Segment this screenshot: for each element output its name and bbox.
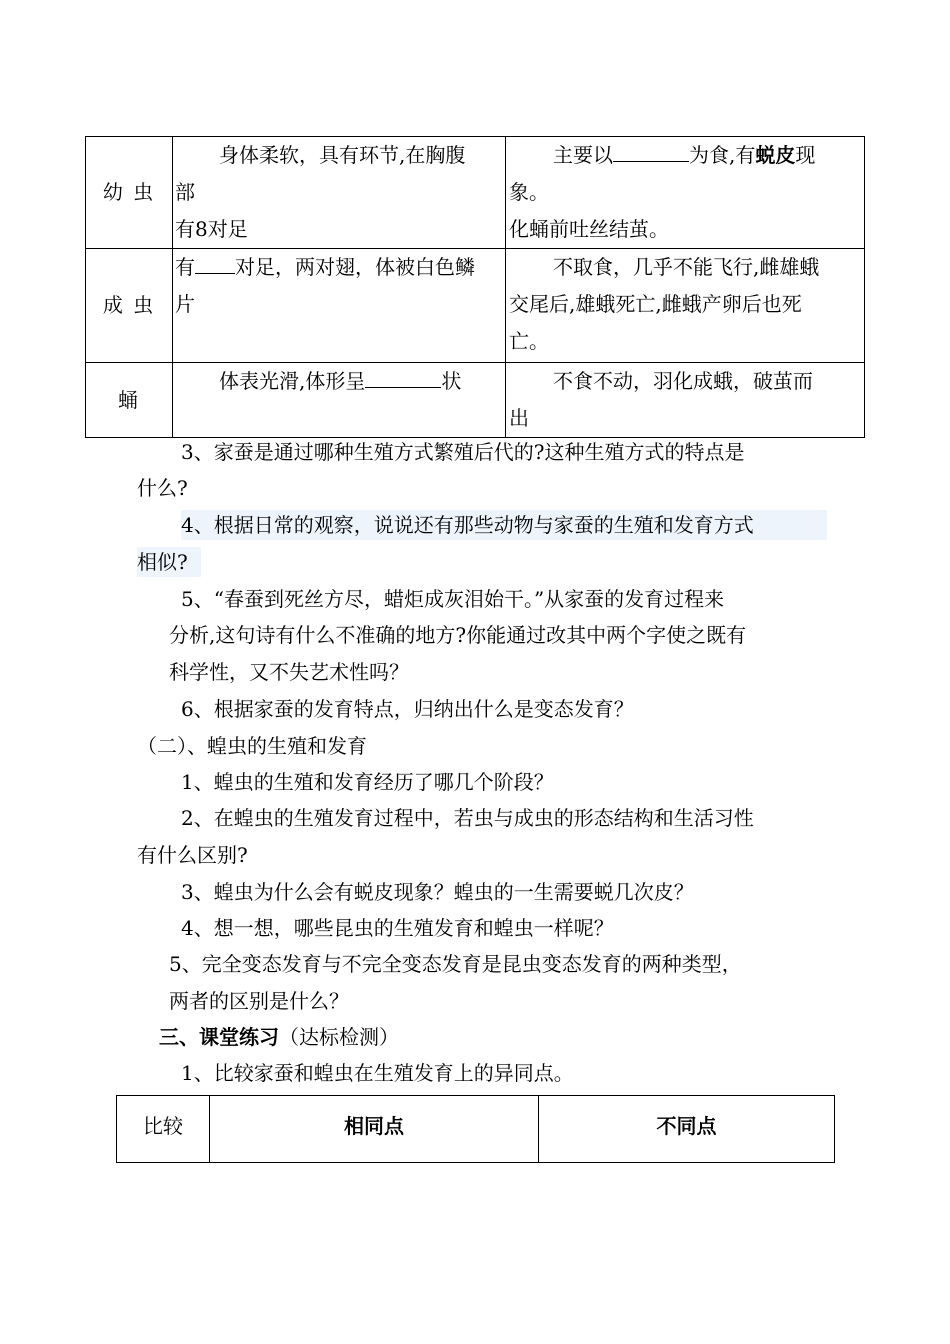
- fill-blank[interactable]: [365, 365, 441, 388]
- question-5-line-1: 5、“春蚕到死丝方尽，蜡炬成灰泪始干。”从家蚕的发育过程来: [181, 587, 725, 611]
- fill-blank[interactable]: [195, 251, 235, 274]
- form-cell: [173, 363, 506, 438]
- cell-line: 不取食，几乎不能飞行,雌雄蛾: [553, 255, 820, 279]
- cell-text: 状: [441, 369, 462, 393]
- question-5-line-3: 科学性，又不失艺术性吗？: [169, 660, 409, 684]
- locust-question-2-line-2: 有什么区别?: [137, 843, 248, 867]
- fill-blank[interactable]: [613, 139, 689, 162]
- cell-line: 出: [509, 406, 529, 430]
- question-6-line: 6、根据家蚕的发育特点，归纳出什么是变态发育？: [181, 697, 634, 721]
- stage-label: 幼 虫: [86, 137, 173, 249]
- stage-label: 蛹: [86, 363, 173, 438]
- cell-line: 象。: [509, 180, 549, 204]
- cell-line: 亡。: [509, 329, 549, 353]
- question-4-line-2: 相似?: [137, 547, 201, 577]
- exercise-1-line: 1、比较家蚕和蝗虫在生殖发育上的异同点。: [181, 1061, 574, 1085]
- question-4-line-1: 4、根据日常的观察，说说还有那些动物与家蚕的生殖和发育方式: [181, 510, 827, 540]
- cell-text: 主要以: [553, 143, 613, 167]
- locust-question-5-line-2: 两者的区别是什么？: [169, 989, 349, 1013]
- habit-cell: [506, 137, 865, 249]
- cell-text: 体表光滑,体形呈: [219, 369, 366, 393]
- locust-question-5-line-1: 5、完全变态发育与不完全变态发育是昆虫变态发育的两种类型，: [169, 952, 742, 976]
- question-3-line-1: 3、家蚕是通过哪种生殖方式繁殖后代的?这种生殖方式的特点是: [181, 440, 745, 464]
- cell-line: 交尾后,雄蛾死亡,雌蛾产卵后也死: [509, 292, 802, 316]
- question-3-line-2: 什么?: [137, 476, 188, 500]
- section-3-heading: [159, 1022, 399, 1052]
- locust-question-1: 1、蝗虫的生殖和发育经历了哪几个阶段？: [181, 770, 554, 794]
- section-3-subtitle: （达标检测）: [279, 1025, 399, 1049]
- cell-line: 化蛹前吐丝结茧。: [509, 217, 669, 241]
- cell-line: [509, 137, 864, 174]
- table-row: [86, 363, 865, 438]
- stage-label: 成 虫: [86, 249, 173, 363]
- locust-question-3: 3、蝗虫为什么会有蜕皮现象？蝗虫的一生需要蜕几次皮？: [181, 880, 694, 904]
- section-2-heading: （二）、蝗虫的生殖和发育: [137, 734, 367, 758]
- table-row: [86, 249, 865, 363]
- header-compare: 比较: [117, 1096, 210, 1163]
- cell-line: 有8对足: [175, 217, 248, 241]
- habit-cell: [506, 363, 865, 438]
- habit-cell: [506, 249, 865, 363]
- cell-line: 部: [175, 180, 195, 204]
- table-row: [86, 137, 865, 249]
- question-5-line-2: 分析,这句诗有什么不准确的地方?你能通过改其中两个字使之既有: [169, 623, 747, 647]
- cell-text: 对足，两对翅，体被白色鳞: [235, 255, 475, 279]
- silkworm-stage-table: [85, 136, 865, 438]
- bold-term: 蜕皮: [755, 143, 796, 167]
- cell-line: 不食不动，羽化成蛾，破茧而: [553, 369, 813, 393]
- cell-line: [175, 363, 505, 400]
- cell-text: 为食,有: [689, 143, 756, 167]
- form-cell: [173, 249, 506, 363]
- locust-question-2-line-1: 2、在蝗虫的生殖发育过程中，若虫与成虫的形态结构和生活习性: [181, 806, 754, 830]
- cell-text: 现: [795, 143, 816, 167]
- cell-text: 有: [175, 255, 195, 279]
- cell-line: 片: [175, 292, 195, 316]
- section-3-title: 三、课堂练习: [159, 1025, 279, 1049]
- locust-question-4: 4、想一想，哪些昆虫的生殖发育和蝗虫一样呢？: [181, 916, 614, 940]
- header-similarities: 相同点: [210, 1096, 539, 1163]
- header-differences: 不同点: [539, 1096, 835, 1163]
- comparison-table: [116, 1095, 835, 1163]
- form-cell: [173, 137, 506, 249]
- table-row: [117, 1096, 835, 1163]
- cell-line: [175, 249, 505, 286]
- cell-line: 身体柔软，具有环节,在胸腹: [219, 143, 466, 167]
